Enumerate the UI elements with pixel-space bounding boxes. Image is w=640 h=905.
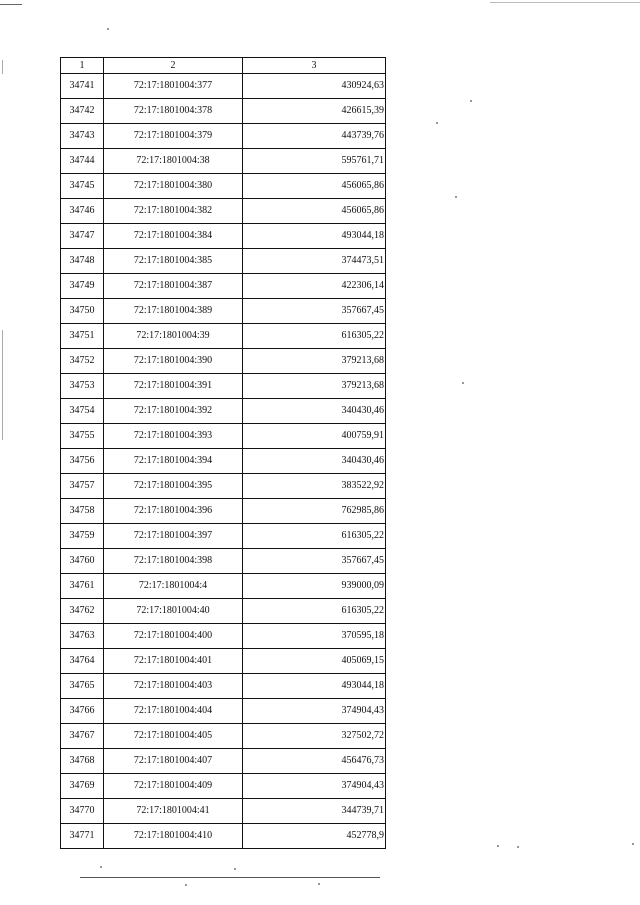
value-cell: 422306,14: [243, 274, 386, 299]
row-number-cell: 34761: [61, 574, 104, 599]
table-row: [61, 324, 386, 349]
value-cell: 340430,46: [243, 449, 386, 474]
value-cell: 456476,73: [243, 749, 386, 774]
value-cell: 443739,76: [243, 124, 386, 149]
table-row: [61, 99, 386, 124]
table-row: [61, 224, 386, 249]
row-number-cell: 34765: [61, 674, 104, 699]
table-header-row: [61, 58, 386, 74]
cadastral-number-cell: 72:17:1801004:384: [104, 224, 243, 249]
cadastral-number-cell: 72:17:1801004:389: [104, 299, 243, 324]
data-table: [60, 57, 386, 849]
row-number-cell: 34768: [61, 749, 104, 774]
cadastral-number-cell: 72:17:1801004:401: [104, 649, 243, 674]
row-number-cell: 34745: [61, 174, 104, 199]
scan-speck: [185, 884, 187, 886]
table-row: [61, 474, 386, 499]
value-cell: 374473,51: [243, 249, 386, 274]
row-number-cell: 34743: [61, 124, 104, 149]
cadastral-number-cell: 72:17:1801004:405: [104, 724, 243, 749]
table-row: [61, 649, 386, 674]
cadastral-number-cell: 72:17:1801004:4: [104, 574, 243, 599]
table-row: [61, 174, 386, 199]
table-row: [61, 124, 386, 149]
cadastral-number-cell: 72:17:1801004:392: [104, 399, 243, 424]
row-number-cell: 34756: [61, 449, 104, 474]
table-row: [61, 399, 386, 424]
table-row: [61, 249, 386, 274]
row-number-cell: 34766: [61, 699, 104, 724]
cadastral-number-cell: 72:17:1801004:398: [104, 549, 243, 574]
cadastral-number-cell: 72:17:1801004:410: [104, 824, 243, 849]
value-cell: 379213,68: [243, 349, 386, 374]
table-row: [61, 149, 386, 174]
scan-artifact-line: [490, 2, 640, 3]
row-number-cell: 34762: [61, 599, 104, 624]
value-cell: 374904,43: [243, 699, 386, 724]
row-number-cell: 34741: [61, 74, 104, 99]
row-number-cell: 34757: [61, 474, 104, 499]
row-number-cell: 34758: [61, 499, 104, 524]
cadastral-number-cell: 72:17:1801004:391: [104, 374, 243, 399]
value-cell: 327502,72: [243, 724, 386, 749]
value-cell: 344739,71: [243, 799, 386, 824]
row-number-cell: 34747: [61, 224, 104, 249]
row-number-cell: 34748: [61, 249, 104, 274]
scan-artifact-mark: [2, 60, 3, 74]
row-number-cell: 34746: [61, 199, 104, 224]
table-row: [61, 724, 386, 749]
scan-speck: [234, 868, 236, 870]
value-cell: 762985,86: [243, 499, 386, 524]
scan-speck: [100, 866, 102, 868]
table-row: [61, 799, 386, 824]
table-row: [61, 774, 386, 799]
cadastral-number-cell: 72:17:1801004:380: [104, 174, 243, 199]
value-cell: 452778,9: [243, 824, 386, 849]
cadastral-number-cell: 72:17:1801004:390: [104, 349, 243, 374]
row-number-cell: 34749: [61, 274, 104, 299]
scan-artifact-line: [0, 4, 22, 5]
table-row: [61, 274, 386, 299]
row-number-cell: 34769: [61, 774, 104, 799]
value-cell: 379213,68: [243, 374, 386, 399]
row-number-cell: 34771: [61, 824, 104, 849]
table-row: [61, 624, 386, 649]
table-row: [61, 824, 386, 849]
scan-artifact-line: [80, 877, 380, 878]
column-header-1: 1: [61, 58, 104, 74]
cadastral-number-cell: 72:17:1801004:382: [104, 199, 243, 224]
table-row: [61, 349, 386, 374]
value-cell: 456065,86: [243, 199, 386, 224]
row-number-cell: 34759: [61, 524, 104, 549]
value-cell: 456065,86: [243, 174, 386, 199]
value-cell: 616305,22: [243, 324, 386, 349]
row-number-cell: 34764: [61, 649, 104, 674]
row-number-cell: 34754: [61, 399, 104, 424]
cadastral-number-cell: 72:17:1801004:407: [104, 749, 243, 774]
column-header-3: 3: [243, 58, 386, 74]
value-cell: 370595,18: [243, 624, 386, 649]
scan-speck: [455, 196, 457, 198]
scan-speck: [318, 883, 320, 885]
cadastral-number-cell: 72:17:1801004:385: [104, 249, 243, 274]
table-row: [61, 424, 386, 449]
table-row: [61, 199, 386, 224]
cadastral-number-cell: 72:17:1801004:379: [104, 124, 243, 149]
cadastral-number-cell: 72:17:1801004:409: [104, 774, 243, 799]
scan-speck: [632, 843, 634, 845]
value-cell: 405069,15: [243, 649, 386, 674]
cadastral-number-cell: 72:17:1801004:393: [104, 424, 243, 449]
column-header-2: 2: [104, 58, 243, 74]
table-row: [61, 524, 386, 549]
scan-speck: [470, 100, 472, 102]
scan-speck: [517, 846, 519, 848]
table-row: [61, 374, 386, 399]
scan-speck: [462, 382, 464, 384]
scan-speck: [107, 28, 109, 30]
scan-speck: [497, 845, 499, 847]
cadastral-number-cell: 72:17:1801004:40: [104, 599, 243, 624]
row-number-cell: 34752: [61, 349, 104, 374]
value-cell: 939000,09: [243, 574, 386, 599]
row-number-cell: 34742: [61, 99, 104, 124]
row-number-cell: 34744: [61, 149, 104, 174]
table-row: [61, 449, 386, 474]
scan-speck: [436, 122, 438, 124]
value-cell: 357667,45: [243, 549, 386, 574]
table-row: [61, 599, 386, 624]
table-row: [61, 74, 386, 99]
value-cell: 493044,18: [243, 224, 386, 249]
row-number-cell: 34753: [61, 374, 104, 399]
value-cell: 426615,39: [243, 99, 386, 124]
value-cell: 616305,22: [243, 524, 386, 549]
value-cell: 430924,63: [243, 74, 386, 99]
scan-artifact-mark: [2, 330, 3, 440]
cadastral-number-cell: 72:17:1801004:39: [104, 324, 243, 349]
cadastral-number-cell: 72:17:1801004:41: [104, 799, 243, 824]
cadastral-number-cell: 72:17:1801004:395: [104, 474, 243, 499]
value-cell: 374904,43: [243, 774, 386, 799]
row-number-cell: 34770: [61, 799, 104, 824]
table-body: [61, 74, 386, 849]
cadastral-number-cell: 72:17:1801004:396: [104, 499, 243, 524]
value-cell: 595761,71: [243, 149, 386, 174]
cadastral-number-cell: 72:17:1801004:404: [104, 699, 243, 724]
cadastral-number-cell: 72:17:1801004:400: [104, 624, 243, 649]
cadastral-number-cell: 72:17:1801004:377: [104, 74, 243, 99]
value-cell: 357667,45: [243, 299, 386, 324]
row-number-cell: 34760: [61, 549, 104, 574]
cadastral-number-cell: 72:17:1801004:387: [104, 274, 243, 299]
table-row: [61, 674, 386, 699]
table-row: [61, 749, 386, 774]
cadastral-number-cell: 72:17:1801004:397: [104, 524, 243, 549]
cadastral-number-cell: 72:17:1801004:378: [104, 99, 243, 124]
value-cell: 340430,46: [243, 399, 386, 424]
cadastral-number-cell: 72:17:1801004:394: [104, 449, 243, 474]
row-number-cell: 34751: [61, 324, 104, 349]
row-number-cell: 34767: [61, 724, 104, 749]
row-number-cell: 34763: [61, 624, 104, 649]
value-cell: 400759,91: [243, 424, 386, 449]
table-row: [61, 699, 386, 724]
cadastral-number-cell: 72:17:1801004:38: [104, 149, 243, 174]
table-row: [61, 574, 386, 599]
row-number-cell: 34755: [61, 424, 104, 449]
table-row: [61, 549, 386, 574]
table-row: [61, 499, 386, 524]
value-cell: 616305,22: [243, 599, 386, 624]
table-row: [61, 299, 386, 324]
value-cell: 493044,18: [243, 674, 386, 699]
cadastral-number-cell: 72:17:1801004:403: [104, 674, 243, 699]
row-number-cell: 34750: [61, 299, 104, 324]
value-cell: 383522,92: [243, 474, 386, 499]
